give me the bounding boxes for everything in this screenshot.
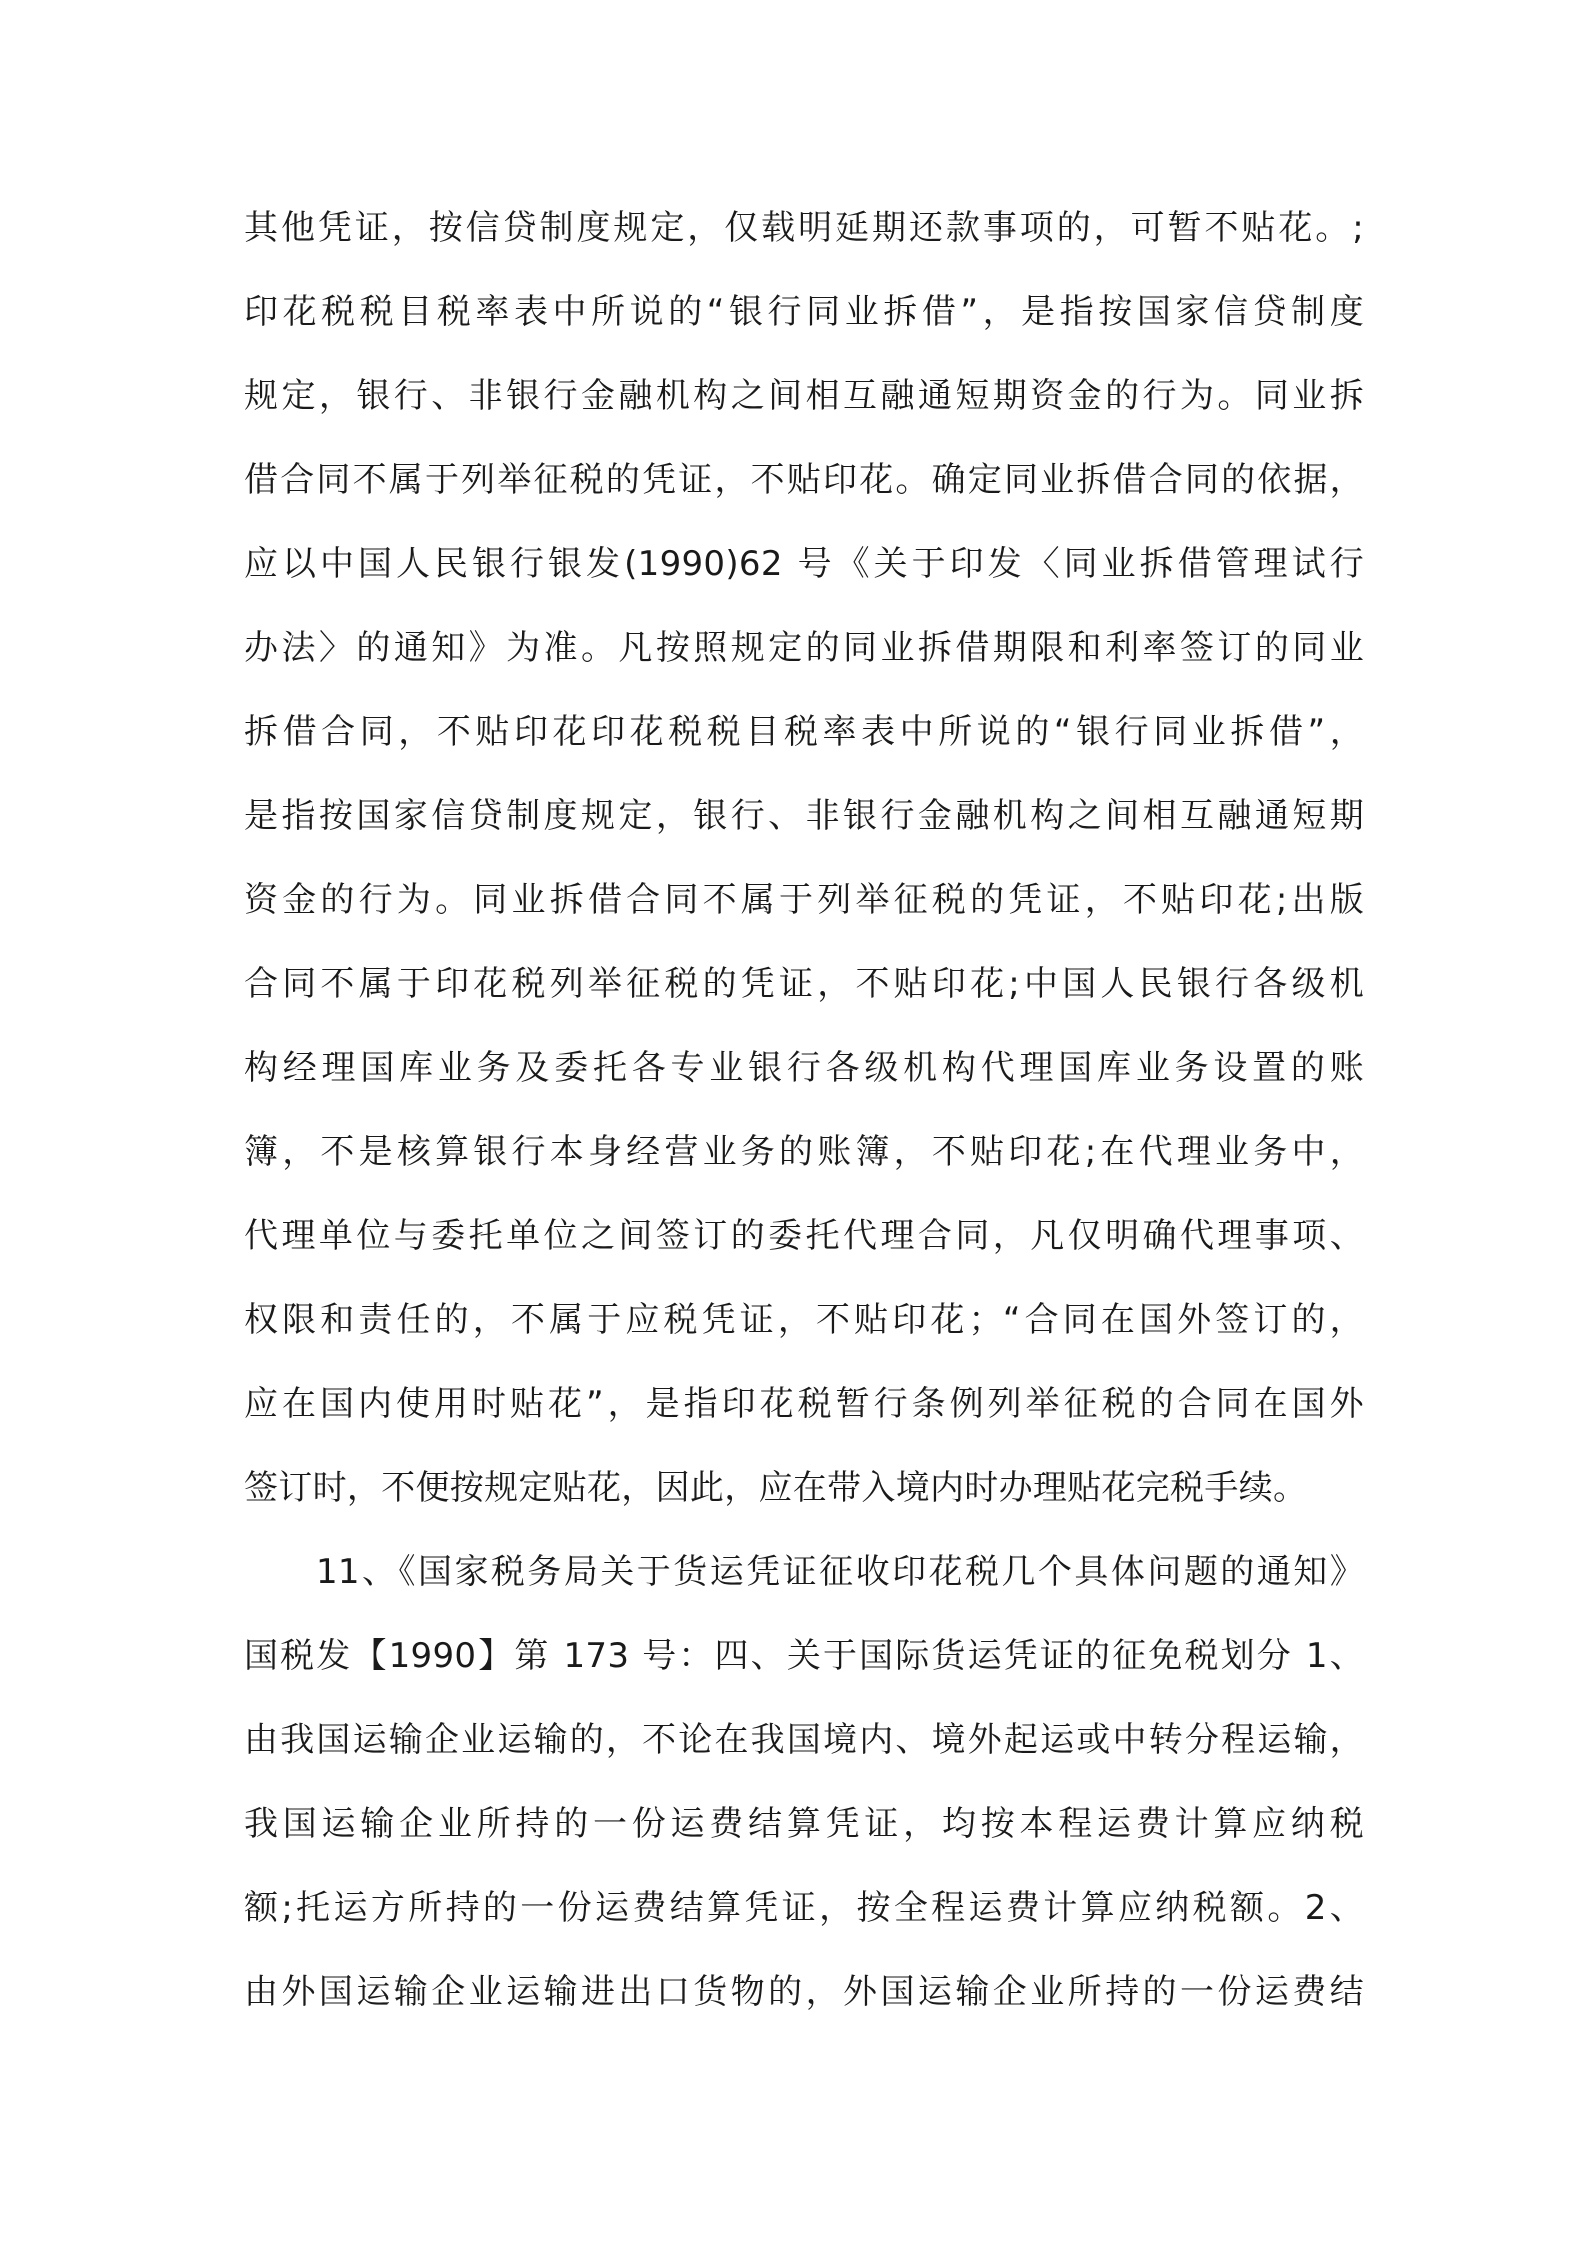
text-line: 办法〉的通知》为准。凡按照规定的同业拆借期限和利率签订的同业 [244, 628, 1364, 668]
text-line: 是指按国家信贷制度规定，银行、非银行金融机构之间相互融通短期 [244, 796, 1364, 836]
text-line: 构经理国库业务及委托各专业银行各级机构代理国库业务设置的账 [244, 1048, 1364, 1088]
text-line: 其他凭证，按信贷制度规定，仅载明延期还款事项的，可暂不贴花。; [244, 208, 1364, 248]
body-text [244, 186, 1364, 2034]
text-line: 规定，银行、非银行金融机构之间相互融通短期资金的行为。同业拆 [244, 376, 1364, 416]
text-line: 应在国内使用时贴花”，是指印花税暂行条例列举征税的合同在国外 [244, 1384, 1364, 1424]
text-line: 额;托运方所持的一份运费结算凭证，按全程运费计算应纳税额。2、 [244, 1888, 1364, 1928]
text-line: 代理单位与委托单位之间签订的委托代理合同，凡仅明确代理事项、 [244, 1216, 1364, 1256]
text-line: 印花税税目税率表中所说的“银行同业拆借”，是指按国家信贷制度 [244, 292, 1364, 332]
text-line: 国税发【1990】第 173 号：四、关于国际货运凭证的征免税划分 1、 [244, 1636, 1364, 1676]
text-line: 簿，不是核算银行本身经营业务的账簿，不贴印花;在代理业务中， [244, 1132, 1364, 1172]
paragraph-start-line: 11、《国家税务局关于货运凭证征收印花税几个具体问题的通知》 [316, 1552, 1364, 1592]
text-line: 由我国运输企业运输的，不论在我国境内、境外起运或中转分程运输， [244, 1720, 1364, 1760]
text-line: 权限和责任的，不属于应税凭证，不贴印花；“合同在国外签订的， [244, 1300, 1364, 1340]
text-line: 资金的行为。同业拆借合同不属于列举征税的凭证，不贴印花;出版 [244, 880, 1364, 920]
text-line: 我国运输企业所持的一份运费结算凭证，均按本程运费计算应纳税 [244, 1804, 1364, 1844]
text-line: 签订时，不便按规定贴花，因此，应在带入境内时办理贴花完税手续。 [244, 1468, 1308, 1508]
text-line: 由外国运输企业运输进出口货物的，外国运输企业所持的一份运费结 [244, 1972, 1364, 2012]
text-line: 借合同不属于列举征税的凭证，不贴印花。确定同业拆借合同的依据， [244, 460, 1364, 500]
text-line: 合同不属于印花税列举征税的凭证，不贴印花;中国人民银行各级机 [244, 964, 1364, 1004]
text-line: 应以中国人民银行银发(1990)62 号《关于印发〈同业拆借管理试行 [244, 544, 1364, 584]
text-line: 拆借合同，不贴印花印花税税目税率表中所说的“银行同业拆借”， [244, 712, 1364, 752]
